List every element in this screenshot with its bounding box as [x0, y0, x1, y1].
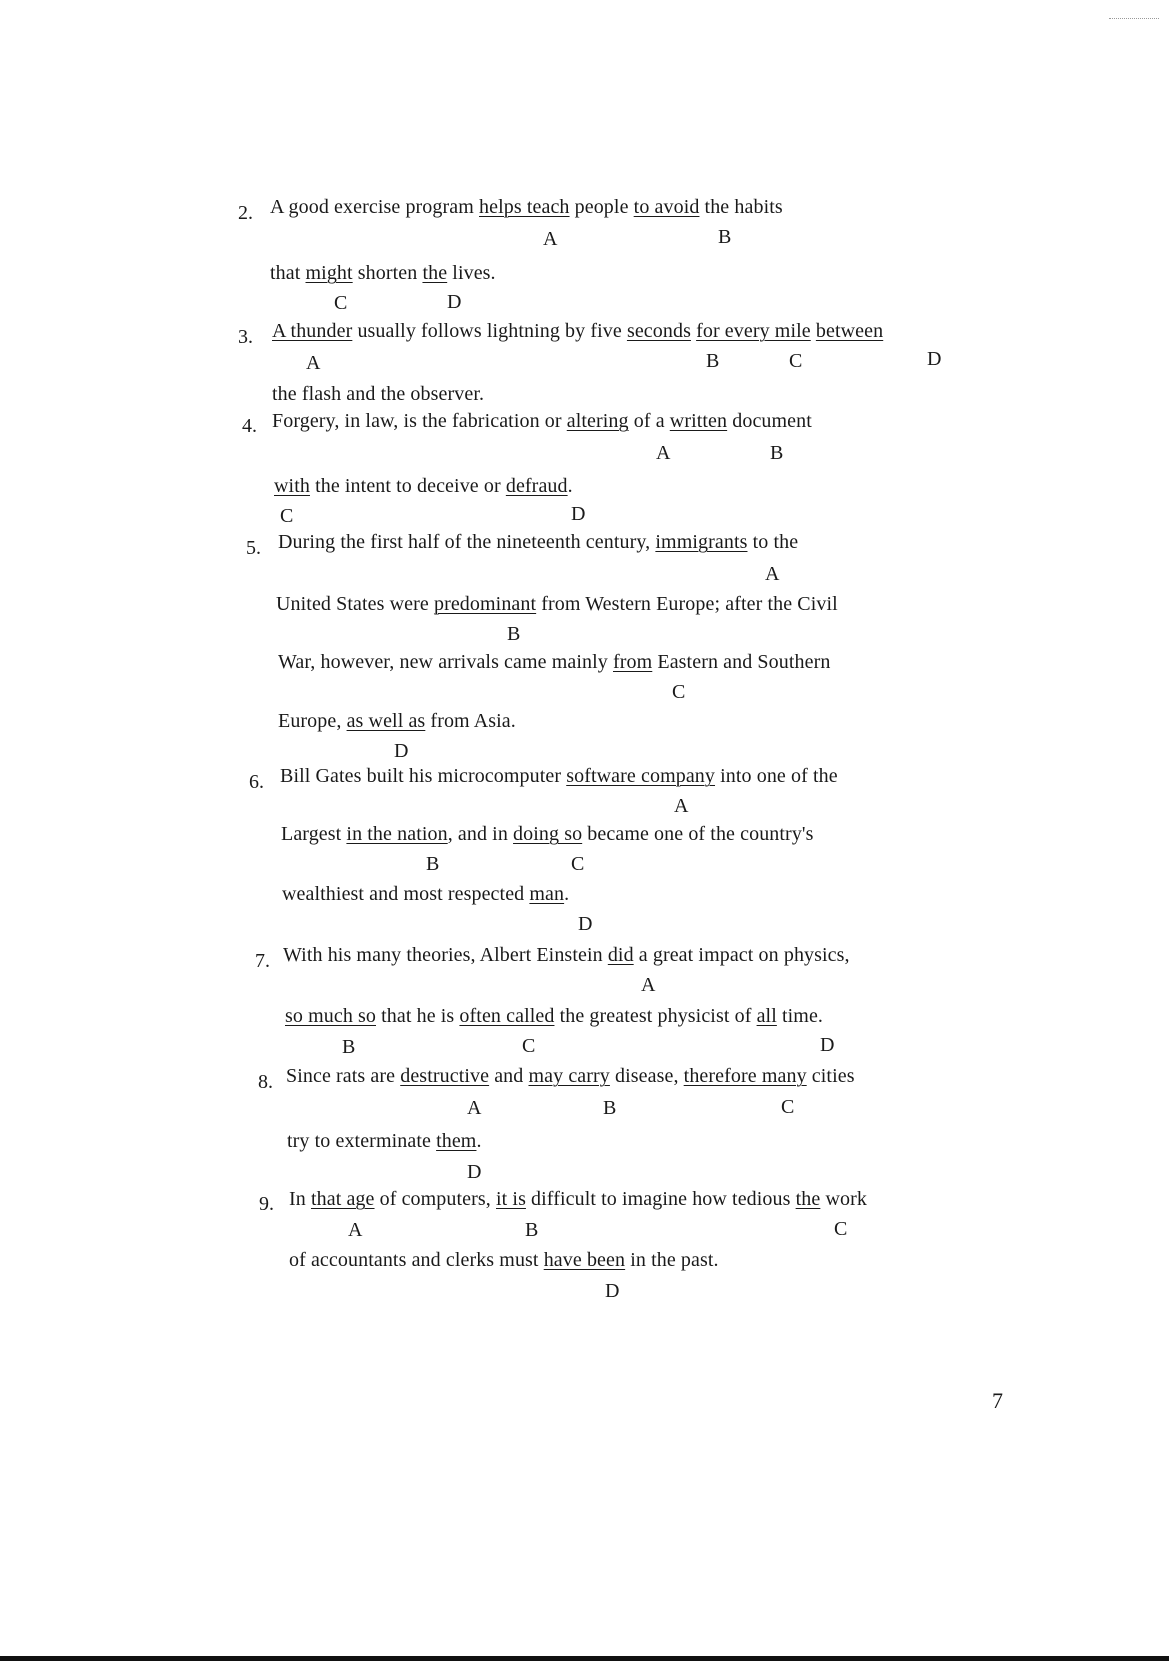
- text-segment: that: [270, 262, 306, 284]
- text-segment: the greatest physicist of: [554, 1005, 757, 1027]
- text-segment: difficult to imagine how tedious: [525, 1188, 796, 1210]
- underlined-option: may carry: [528, 1065, 610, 1087]
- option-letter: D: [578, 913, 593, 935]
- underlined-option: so much so: [285, 1005, 376, 1027]
- option-letter: A: [467, 1097, 482, 1119]
- text-segment: Largest: [281, 823, 347, 845]
- option-letter: A: [306, 352, 321, 374]
- option-letter: A: [656, 442, 671, 464]
- underlined-option: the: [422, 262, 448, 284]
- underlined-option: therefore many: [683, 1065, 807, 1087]
- option-letter: C: [280, 505, 294, 527]
- question-number: 9.: [259, 1193, 274, 1215]
- text-segment: During the first half of the nineteenth century,: [278, 531, 656, 553]
- text-segment: time.: [776, 1005, 824, 1027]
- underlined-option: did: [607, 944, 634, 966]
- option-letter: D: [605, 1280, 620, 1302]
- question-text-line: [270, 262, 496, 285]
- bottom-edge-rule: [0, 1656, 1169, 1661]
- text-segment: shorten: [352, 262, 423, 284]
- text-segment: to the: [747, 531, 799, 553]
- question-text-line: [286, 1065, 855, 1088]
- text-segment: document: [727, 410, 812, 432]
- text-segment: In: [289, 1188, 311, 1210]
- text-segment: Since rats are: [286, 1065, 401, 1087]
- text-segment: the flash and the observer.: [272, 383, 485, 405]
- option-letter: A: [674, 795, 689, 817]
- question-text-line: [281, 823, 814, 846]
- text-segment: people: [569, 196, 634, 218]
- text-segment: and: [489, 1065, 529, 1087]
- underlined-option: them: [436, 1130, 477, 1152]
- question-text-line: [272, 320, 883, 343]
- underlined-option: with: [274, 475, 310, 497]
- underlined-option: in the nation: [346, 823, 448, 845]
- question-text-line: [280, 765, 838, 788]
- text-segment: disease,: [609, 1065, 684, 1087]
- question-text-line: [274, 475, 573, 498]
- underlined-option: that age: [310, 1188, 375, 1210]
- question-text-line: [278, 531, 798, 554]
- text-segment: United States were: [276, 593, 434, 615]
- question-text-line: [272, 410, 812, 433]
- text-segment: in the past.: [625, 1249, 719, 1271]
- text-segment: that he is: [376, 1005, 460, 1027]
- option-letter: D: [394, 740, 409, 762]
- underlined-option: all: [756, 1005, 777, 1027]
- underlined-option: from: [613, 651, 653, 673]
- text-segment: Forgery, in law, is the fabrication or: [272, 410, 567, 432]
- underlined-option: helps teach: [479, 196, 570, 218]
- question-text-line: [270, 196, 783, 219]
- underlined-option: the: [795, 1188, 821, 1210]
- text-segment: With his many theories, Albert Einstein: [283, 944, 608, 966]
- option-letter: A: [641, 974, 656, 996]
- question-number: 2.: [238, 202, 253, 224]
- underlined-option: it is: [496, 1188, 526, 1210]
- underlined-option: between: [815, 320, 884, 342]
- option-letter: B: [426, 853, 440, 875]
- underlined-option: destructive: [400, 1065, 490, 1087]
- underlined-option: have been: [543, 1249, 626, 1271]
- option-letter: B: [706, 350, 720, 372]
- text-segment: Bill Gates built his microcomputer: [280, 765, 567, 787]
- option-letter: C: [334, 292, 348, 314]
- text-segment: cities: [806, 1065, 855, 1087]
- question-text-line: [285, 1005, 823, 1028]
- text-segment: the intent to deceive or: [309, 475, 506, 497]
- text-segment: became one of the country's: [582, 823, 814, 845]
- underlined-option: A thunder: [272, 320, 353, 342]
- text-segment: Europe,: [278, 710, 347, 732]
- underlined-option: predominant: [433, 593, 537, 615]
- option-letter: D: [467, 1161, 482, 1183]
- question-text-line: [282, 883, 569, 906]
- text-segment: A good exercise program: [270, 196, 480, 218]
- text-segment: .: [567, 475, 573, 497]
- underlined-option: immigrants: [655, 531, 748, 553]
- option-letter: C: [672, 681, 686, 703]
- option-letter: B: [525, 1219, 539, 1241]
- text-segment: of a: [628, 410, 670, 432]
- option-letter: A: [543, 228, 558, 250]
- option-letter: C: [571, 853, 585, 875]
- option-letter: D: [571, 503, 586, 525]
- option-letter: B: [718, 226, 732, 248]
- underlined-option: for every mile: [696, 320, 811, 342]
- question-text-line: [278, 651, 830, 674]
- underlined-option: seconds: [626, 320, 691, 342]
- text-segment: .: [564, 883, 570, 905]
- option-letter: C: [789, 350, 803, 372]
- underlined-option: defraud: [505, 475, 568, 497]
- option-letter: D: [927, 348, 942, 370]
- text-segment: into one of the: [715, 765, 838, 787]
- question-text-line: [283, 944, 850, 967]
- question-number: 4.: [242, 415, 257, 437]
- option-letter: B: [603, 1097, 617, 1119]
- underlined-option: to avoid: [633, 196, 700, 218]
- text-segment: War, however, new arrivals came mainly: [278, 651, 613, 673]
- question-number: 7.: [255, 950, 270, 972]
- underlined-option: software company: [566, 765, 716, 787]
- underlined-option: often called: [459, 1005, 555, 1027]
- underlined-option: might: [305, 262, 353, 284]
- text-segment: try to exterminate: [287, 1130, 437, 1152]
- underlined-option: doing so: [513, 823, 583, 845]
- option-letter: B: [770, 442, 784, 464]
- option-letter: C: [781, 1096, 795, 1118]
- question-text-line: [287, 1130, 482, 1153]
- question-text-line: [272, 383, 484, 406]
- text-segment: a great impact on physics,: [633, 944, 850, 966]
- question-text-line: [289, 1249, 719, 1272]
- question-number: 3.: [238, 326, 253, 348]
- underlined-option: man: [529, 883, 565, 905]
- underlined-option: altering: [566, 410, 629, 432]
- question-text-line: [278, 710, 516, 733]
- text-segment: the habits: [699, 196, 783, 218]
- text-segment: .: [476, 1130, 482, 1152]
- underlined-option: as well as: [346, 710, 426, 732]
- text-segment: Eastern and Southern: [652, 651, 831, 673]
- text-segment: , and in: [447, 823, 514, 845]
- question-text-line: [289, 1188, 867, 1211]
- option-letter: A: [348, 1219, 363, 1241]
- question-text-line: [276, 593, 838, 616]
- page-number: 7: [992, 1388, 1003, 1413]
- option-letter: B: [507, 623, 521, 645]
- option-letter: D: [820, 1034, 835, 1056]
- question-number: 5.: [246, 537, 261, 559]
- question-number: 8.: [258, 1071, 273, 1093]
- underlined-option: written: [669, 410, 728, 432]
- option-letter: A: [765, 563, 780, 585]
- option-letter: C: [834, 1218, 848, 1240]
- text-segment: usually follows lightning by five: [352, 320, 627, 342]
- question-number: 6.: [249, 771, 264, 793]
- option-letter: D: [447, 291, 462, 313]
- text-segment: of accountants and clerks must: [289, 1249, 544, 1271]
- text-segment: from Asia.: [425, 710, 516, 732]
- text-segment: work: [820, 1188, 867, 1210]
- text-segment: lives.: [447, 262, 496, 284]
- option-letter: C: [522, 1035, 536, 1057]
- scan-corner-mark: [1109, 18, 1159, 20]
- text-segment: wealthiest and most respected: [282, 883, 530, 905]
- text-segment: from Western Europe; after the Civil: [536, 593, 838, 615]
- option-letter: B: [342, 1036, 356, 1058]
- text-segment: of computers,: [374, 1188, 496, 1210]
